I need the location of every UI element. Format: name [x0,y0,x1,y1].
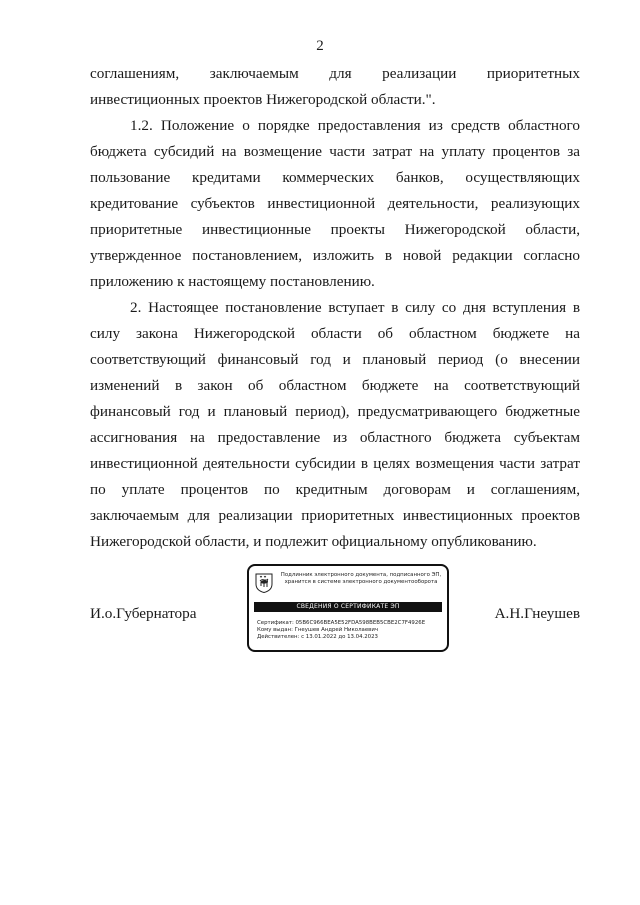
certificate-validity: Действителен: с 13.01.2022 до 13.04.2023 [257,634,378,640]
paragraph-1-2: 1.2. Положение о порядке предоставления из средств областного бюджета субсидий на возмещение части затрат на уплату процентов за пользование кредитами коммерческих банков, осуществляющих кредитование субъектов инвестиционной деятельности, реализующих приоритетные инвестиционные проекты Нижегородской области, утвержденное постановлением, изложить в новой редакции согласно приложению к настоящему постановлению. [90,117,580,290]
signature-block [90,564,580,656]
certificate-serial: Сертификат: 05B6C966BEA5E52FDA598BEB5CBE2C7F4926E [257,620,426,626]
electronic-signature-stamp [247,564,449,652]
stamp-heading-line-1: Подлинник электронного документа, подписанного ЭП, [280,572,442,578]
certificate-owner: Кому выдан: Гнеушев Андрей Николаевич [257,627,379,633]
stamp-heading [277,572,445,586]
signer-title: И.о.Губернатора [90,605,197,622]
page-number: 2 [316,38,324,54]
certificate-info-bar: СВЕДЕНИЯ О СЕРТИФИКАТЕ ЭП [254,602,442,612]
signer-name: А.Н.Гнеушев [494,605,580,622]
stamp-heading-line-2: хранится в системе электронного документооборота [284,579,438,585]
document-body [90,61,580,555]
paragraph-continuation: соглашениям, заключаемым для реализации приоритетных инвестиционных проектов Нижегородской области.". [90,65,580,108]
paragraph-2: 2. Настоящее постановление вступает в силу со дня вступления в силу закона Нижегородской области об областном бюджете на соответствующий финансовый год и плановый период (о внесении изменений в закон об областном бюджете на соответствующий финансовый год и плановый период), предусматривающего бюджетные ассигнования на предоставление из областного бюджета субъектам инвестиционной деятельности субсидии в целях возмещения части затрат по уплате процентов по кредитным договорам и соглашениям, заключаемым для реализации приоритетных инвестиционных проектов Нижегородской области, и подлежит официальному опубликованию. [90,299,580,550]
certificate-details [257,620,445,641]
deer-coat-of-arms-icon [255,573,273,593]
